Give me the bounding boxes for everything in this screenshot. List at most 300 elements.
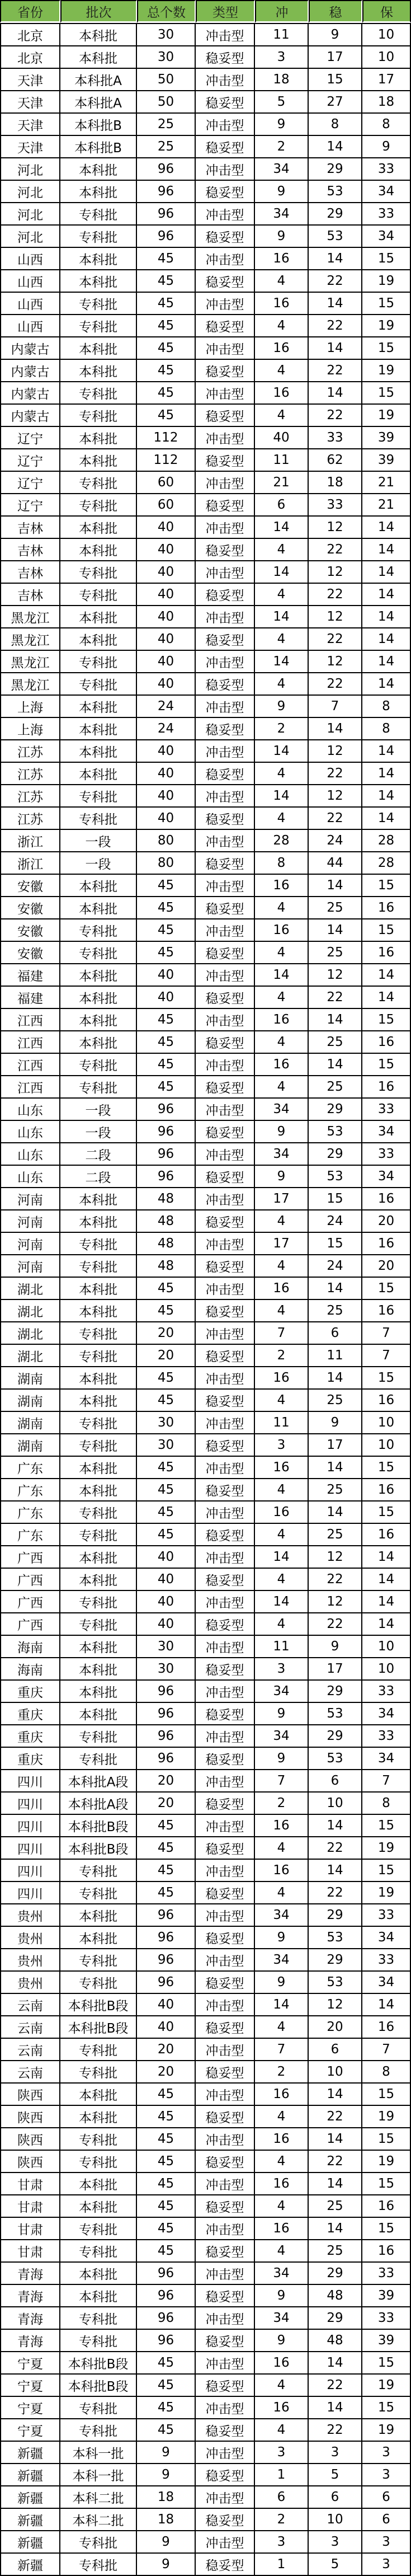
- cell-wen: 6: [309, 2039, 362, 2061]
- cell-province: 湖南: [0, 1434, 60, 1457]
- cell-type: 稳妥型: [196, 2195, 255, 2218]
- cell-chong: 4: [255, 2240, 309, 2263]
- cell-total-count: 60: [137, 472, 196, 494]
- cell-total-count: 96: [137, 203, 196, 226]
- cell-bao: 16: [362, 1233, 411, 1255]
- cell-wen: 29: [309, 1725, 362, 1748]
- cell-type: 冲击型: [196, 248, 255, 270]
- cell-chong: 11: [255, 23, 309, 46]
- cell-chong: 16: [255, 337, 309, 360]
- cell-batch: 专科批: [60, 942, 137, 964]
- table-row: [0, 2195, 411, 2218]
- cell-wen: 14: [309, 1815, 362, 1837]
- table-row: [0, 360, 411, 382]
- cell-type: 稳妥型: [196, 2016, 255, 2039]
- cell-chong: 2: [255, 2061, 309, 2084]
- cell-total-count: 40: [137, 651, 196, 673]
- cell-type: 稳妥型: [196, 360, 255, 382]
- table-row: [0, 1031, 411, 1054]
- cell-bao: 7: [362, 1345, 411, 1367]
- cell-batch: 专科批: [60, 405, 137, 427]
- cell-total-count: 96: [137, 226, 196, 248]
- cell-wen: 29: [309, 2263, 362, 2285]
- cell-total-count: 45: [137, 1479, 196, 1502]
- cell-province: 云南: [0, 2016, 60, 2039]
- cell-chong: 3: [255, 46, 309, 69]
- cell-batch: 本科批A段: [60, 1793, 137, 1815]
- cell-province: 海南: [0, 1658, 60, 1681]
- cell-wen: 9: [309, 1636, 362, 1658]
- table-row: [0, 2061, 411, 2084]
- cell-chong: 2: [255, 1793, 309, 1815]
- cell-province: 安徽: [0, 942, 60, 964]
- cell-chong: 11: [255, 1412, 309, 1434]
- table-row: [0, 2486, 411, 2509]
- cell-chong: 17: [255, 1188, 309, 1210]
- cell-batch: 专科批: [60, 808, 137, 830]
- cell-province: 云南: [0, 1994, 60, 2016]
- cell-chong: 16: [255, 1367, 309, 1390]
- cell-total-count: 45: [137, 1815, 196, 1837]
- table-row: [0, 405, 411, 427]
- cell-total-count: 40: [137, 1994, 196, 2016]
- cell-chong: 40: [255, 427, 309, 449]
- cell-batch: 本科批A: [60, 69, 137, 91]
- cell-wen: 29: [309, 1904, 362, 1927]
- cell-chong: 14: [255, 517, 309, 539]
- cell-type: 冲击型: [196, 1233, 255, 1255]
- cell-chong: 9: [255, 114, 309, 136]
- cell-chong: 14: [255, 561, 309, 584]
- cell-chong: 16: [255, 2352, 309, 2375]
- cell-wen: 6: [309, 1322, 362, 1345]
- cell-batch: 专科批: [60, 1054, 137, 1076]
- cell-chong: 4: [255, 1837, 309, 1860]
- cell-wen: 14: [309, 718, 362, 740]
- cell-bao: 19: [362, 270, 411, 293]
- cell-batch: 专科批: [60, 1322, 137, 1345]
- cell-bao: 14: [362, 763, 411, 785]
- cell-total-count: 96: [137, 1099, 196, 1121]
- cell-chong: 9: [255, 1703, 309, 1725]
- cell-wen: 25: [309, 1031, 362, 1054]
- cell-type: 冲击型: [196, 2173, 255, 2195]
- table-row: [0, 2375, 411, 2397]
- cell-chong: 11: [255, 449, 309, 472]
- cell-province: 江西: [0, 1031, 60, 1054]
- cell-batch: 专科批: [60, 382, 137, 405]
- cell-wen: 22: [309, 1882, 362, 1904]
- cell-type: 冲击型: [196, 606, 255, 628]
- table-row: [0, 718, 411, 740]
- cell-province: 山东: [0, 1099, 60, 1121]
- cell-type: 稳妥型: [196, 808, 255, 830]
- cell-province: 江西: [0, 1076, 60, 1099]
- cell-batch: 本科批: [60, 337, 137, 360]
- cell-bao: 33: [362, 1949, 411, 1972]
- cell-total-count: 25: [137, 136, 196, 158]
- table-row: [0, 1390, 411, 1412]
- cell-chong: 34: [255, 1725, 309, 1748]
- cell-batch: 本科批: [60, 718, 137, 740]
- cell-bao: 14: [362, 561, 411, 584]
- cell-bao: 34: [362, 1748, 411, 1770]
- table-row: [0, 1524, 411, 1546]
- cell-province: 新疆: [0, 2531, 60, 2554]
- cell-bao: 21: [362, 494, 411, 517]
- cell-type: 冲击型: [196, 875, 255, 897]
- header-row: [0, 0, 411, 23]
- cell-total-count: 45: [137, 1009, 196, 1031]
- cell-bao: 19: [362, 2419, 411, 2442]
- cell-province: 青海: [0, 2307, 60, 2330]
- cell-chong: 16: [255, 1278, 309, 1300]
- cell-province: 重庆: [0, 1725, 60, 1748]
- cell-chong: 3: [255, 2442, 309, 2464]
- cell-province: 甘肃: [0, 2218, 60, 2240]
- cell-province: 四川: [0, 1793, 60, 1815]
- cell-chong: 16: [255, 1860, 309, 1882]
- cell-wen: 14: [309, 2352, 362, 2375]
- cell-chong: 4: [255, 270, 309, 293]
- cell-batch: 本科批: [60, 740, 137, 763]
- cell-batch: 本科批B段: [60, 1837, 137, 1860]
- cell-chong: 16: [255, 1815, 309, 1837]
- cell-wen: 14: [309, 136, 362, 158]
- cell-batch: 一段: [60, 830, 137, 852]
- cell-province: 安徽: [0, 897, 60, 919]
- cell-chong: 34: [255, 1143, 309, 1166]
- cell-province: 新疆: [0, 2509, 60, 2531]
- cell-bao: 28: [362, 830, 411, 852]
- cell-bao: 16: [362, 942, 411, 964]
- table-row: [0, 1099, 411, 1121]
- cell-chong: 16: [255, 382, 309, 405]
- cell-batch: 本科批: [60, 2285, 137, 2307]
- table-row: [0, 1502, 411, 1524]
- cell-chong: 16: [255, 919, 309, 942]
- cell-bao: 21: [362, 472, 411, 494]
- cell-chong: 14: [255, 740, 309, 763]
- cell-province: 辽宁: [0, 494, 60, 517]
- table-row: [0, 1322, 411, 1345]
- table-row: [0, 2084, 411, 2106]
- cell-bao: 33: [362, 1143, 411, 1166]
- cell-type: 稳妥型: [196, 2509, 255, 2531]
- cell-wen: 6: [309, 2486, 362, 2509]
- cell-bao: 3: [362, 2531, 411, 2554]
- cell-bao: 15: [362, 1860, 411, 1882]
- cell-chong: 2: [255, 136, 309, 158]
- table-row: [0, 1569, 411, 1591]
- cell-wen: 44: [309, 852, 362, 875]
- cell-chong: 4: [255, 1031, 309, 1054]
- cell-province: 江苏: [0, 808, 60, 830]
- cell-total-count: 40: [137, 785, 196, 808]
- cell-type: 稳妥型: [196, 539, 255, 561]
- cell-bao: 19: [362, 1882, 411, 1904]
- cell-chong: 8: [255, 852, 309, 875]
- cell-type: 稳妥型: [196, 315, 255, 337]
- cell-wen: 29: [309, 1949, 362, 1972]
- cell-bao: 15: [362, 1815, 411, 1837]
- cell-type: 冲击型: [196, 1278, 255, 1300]
- cell-type: 冲击型: [196, 1322, 255, 1345]
- cell-batch: 一段: [60, 1099, 137, 1121]
- cell-total-count: 24: [137, 718, 196, 740]
- cell-total-count: 45: [137, 942, 196, 964]
- cell-province: 辽宁: [0, 427, 60, 449]
- cell-chong: 6: [255, 2486, 309, 2509]
- table-row: [0, 1009, 411, 1031]
- cell-chong: 11: [255, 1636, 309, 1658]
- cell-type: 冲击型: [196, 2531, 255, 2554]
- cell-total-count: 45: [137, 2106, 196, 2128]
- cell-batch: 专科批: [60, 2240, 137, 2263]
- cell-province: 贵州: [0, 1927, 60, 1949]
- cell-chong: 4: [255, 673, 309, 696]
- cell-wen: 6: [309, 1770, 362, 1793]
- cell-batch: 专科批: [60, 1748, 137, 1770]
- table-row: [0, 1613, 411, 1636]
- cell-bao: 14: [362, 651, 411, 673]
- cell-wen: 14: [309, 1502, 362, 1524]
- cell-total-count: 45: [137, 875, 196, 897]
- cell-province: 贵州: [0, 1904, 60, 1927]
- table-row: [0, 1546, 411, 1569]
- cell-wen: 22: [309, 584, 362, 606]
- cell-total-count: 40: [137, 987, 196, 1009]
- column-header-province: 省份: [0, 0, 60, 23]
- cell-wen: 14: [309, 1278, 362, 1300]
- cell-batch: 专科批: [60, 2330, 137, 2352]
- cell-total-count: 40: [137, 808, 196, 830]
- cell-bao: 15: [362, 2173, 411, 2195]
- cell-wen: 25: [309, 897, 362, 919]
- cell-total-count: 45: [137, 2397, 196, 2419]
- cell-batch: 本科批: [60, 1031, 137, 1054]
- cell-batch: 本科批: [60, 1569, 137, 1591]
- cell-batch: 专科批: [60, 2531, 137, 2554]
- table-row: [0, 539, 411, 561]
- cell-bao: 10: [362, 1412, 411, 1434]
- cell-bao: 33: [362, 2307, 411, 2330]
- cell-province: 天津: [0, 114, 60, 136]
- cell-chong: 16: [255, 1054, 309, 1076]
- cell-wen: 22: [309, 2151, 362, 2173]
- cell-province: 福建: [0, 987, 60, 1009]
- cell-chong: 34: [255, 2307, 309, 2330]
- cell-wen: 7: [309, 696, 362, 718]
- cell-batch: 专科批: [60, 315, 137, 337]
- cell-province: 云南: [0, 2039, 60, 2061]
- cell-wen: 12: [309, 740, 362, 763]
- cell-wen: 12: [309, 1591, 362, 1613]
- cell-province: 内蒙古: [0, 337, 60, 360]
- table-row: [0, 785, 411, 808]
- cell-province: 江苏: [0, 785, 60, 808]
- table-row: [0, 2397, 411, 2419]
- cell-bao: 14: [362, 987, 411, 1009]
- cell-total-count: 50: [137, 69, 196, 91]
- table-row: [0, 46, 411, 69]
- table-row: [0, 584, 411, 606]
- cell-batch: 本科批: [60, 1703, 137, 1725]
- cell-type: 稳妥型: [196, 1882, 255, 1904]
- table-row: [0, 2285, 411, 2307]
- cell-province: 河南: [0, 1188, 60, 1210]
- cell-batch: 本科批: [60, 1927, 137, 1949]
- cell-batch: 本科批: [60, 897, 137, 919]
- cell-type: 稳妥型: [196, 1927, 255, 1949]
- cell-province: 贵州: [0, 1972, 60, 1994]
- cell-province: 黑龙江: [0, 628, 60, 651]
- cell-type: 稳妥型: [196, 1793, 255, 1815]
- table-row: [0, 1367, 411, 1390]
- cell-province: 四川: [0, 1837, 60, 1860]
- cell-bao: 7: [362, 1322, 411, 1345]
- cell-total-count: 9: [137, 2442, 196, 2464]
- cell-wen: 15: [309, 1233, 362, 1255]
- cell-bao: 10: [362, 1434, 411, 1457]
- cell-total-count: 96: [137, 158, 196, 181]
- cell-bao: 14: [362, 785, 411, 808]
- cell-type: 稳妥型: [196, 2375, 255, 2397]
- cell-province: 内蒙古: [0, 360, 60, 382]
- cell-bao: 16: [362, 2240, 411, 2263]
- cell-wen: 17: [309, 46, 362, 69]
- cell-total-count: 18: [137, 2509, 196, 2531]
- cell-province: 云南: [0, 2061, 60, 2084]
- cell-wen: 48: [309, 2330, 362, 2352]
- cell-total-count: 45: [137, 337, 196, 360]
- cell-province: 辽宁: [0, 472, 60, 494]
- cell-batch: 本科批: [60, 1188, 137, 1210]
- cell-bao: 6: [362, 2486, 411, 2509]
- cell-province: 江西: [0, 1009, 60, 1031]
- table-row: [0, 1412, 411, 1434]
- cell-total-count: 45: [137, 2084, 196, 2106]
- table-body: [0, 23, 411, 2576]
- cell-chong: 4: [255, 2419, 309, 2442]
- cell-wen: 14: [309, 2397, 362, 2419]
- cell-type: 稳妥型: [196, 584, 255, 606]
- cell-type: 冲击型: [196, 651, 255, 673]
- table-row: [0, 830, 411, 852]
- cell-bao: 8: [362, 2061, 411, 2084]
- cell-chong: 4: [255, 405, 309, 427]
- cell-chong: 16: [255, 2218, 309, 2240]
- cell-total-count: 40: [137, 673, 196, 696]
- cell-type: 冲击型: [196, 382, 255, 405]
- cell-type: 稳妥型: [196, 1390, 255, 1412]
- cell-province: 四川: [0, 1770, 60, 1793]
- cell-wen: 22: [309, 763, 362, 785]
- cell-bao: 15: [362, 293, 411, 315]
- cell-chong: 4: [255, 942, 309, 964]
- table-row: [0, 1658, 411, 1681]
- cell-type: 冲击型: [196, 1591, 255, 1613]
- cell-wen: 33: [309, 427, 362, 449]
- cell-bao: 28: [362, 852, 411, 875]
- cell-bao: 8: [362, 114, 411, 136]
- cell-province: 浙江: [0, 830, 60, 852]
- cell-total-count: 45: [137, 1837, 196, 1860]
- cell-wen: 18: [309, 472, 362, 494]
- cell-batch: 本科批: [60, 1681, 137, 1703]
- cell-batch: 本科批B: [60, 114, 137, 136]
- cell-province: 陕西: [0, 2084, 60, 2106]
- cell-province: 重庆: [0, 1681, 60, 1703]
- cell-wen: 33: [309, 494, 362, 517]
- cell-type: 稳妥型: [196, 2151, 255, 2173]
- table-row: [0, 2307, 411, 2330]
- table-row: [0, 226, 411, 248]
- cell-total-count: 96: [137, 1121, 196, 1143]
- table-row: [0, 517, 411, 539]
- cell-chong: 9: [255, 226, 309, 248]
- cell-chong: 9: [255, 1748, 309, 1770]
- cell-batch: 本科批: [60, 1636, 137, 1658]
- cell-total-count: 45: [137, 2240, 196, 2263]
- cell-total-count: 20: [137, 1345, 196, 1367]
- cell-type: 稳妥型: [196, 1837, 255, 1860]
- cell-bao: 33: [362, 1681, 411, 1703]
- cell-wen: 53: [309, 1166, 362, 1188]
- cell-total-count: 40: [137, 2016, 196, 2039]
- cell-total-count: 45: [137, 270, 196, 293]
- cell-wen: 22: [309, 315, 362, 337]
- cell-wen: 24: [309, 1255, 362, 1278]
- cell-wen: 12: [309, 785, 362, 808]
- cell-wen: 22: [309, 2375, 362, 2397]
- cell-type: 冲击型: [196, 1546, 255, 1569]
- cell-batch: 本科一批: [60, 2464, 137, 2486]
- cell-wen: 12: [309, 517, 362, 539]
- cell-chong: 2: [255, 718, 309, 740]
- cell-total-count: 40: [137, 1569, 196, 1591]
- cell-chong: 14: [255, 1591, 309, 1613]
- table-row: [0, 2531, 411, 2554]
- cell-wen: 14: [309, 875, 362, 897]
- cell-wen: 14: [309, 2128, 362, 2151]
- table-row: [0, 293, 411, 315]
- cell-bao: 3: [362, 2442, 411, 2464]
- cell-chong: 16: [255, 1502, 309, 1524]
- table-row: [0, 875, 411, 897]
- cell-province: 青海: [0, 2263, 60, 2285]
- cell-wen: 22: [309, 2106, 362, 2128]
- cell-chong: 7: [255, 1322, 309, 1345]
- table-row: [0, 23, 411, 46]
- cell-type: 稳妥型: [196, 942, 255, 964]
- cell-total-count: 40: [137, 539, 196, 561]
- cell-total-count: 30: [137, 1636, 196, 1658]
- cell-chong: 3: [255, 1434, 309, 1457]
- cell-bao: 3: [362, 2554, 411, 2576]
- cell-type: 冲击型: [196, 293, 255, 315]
- cell-province: 甘肃: [0, 2240, 60, 2263]
- cell-total-count: 45: [137, 315, 196, 337]
- cell-bao: 33: [362, 2263, 411, 2285]
- table-row: [0, 114, 411, 136]
- cell-chong: 16: [255, 1457, 309, 1479]
- cell-type: 冲击型: [196, 1457, 255, 1479]
- cell-total-count: 96: [137, 1904, 196, 1927]
- cell-wen: 24: [309, 1210, 362, 1233]
- table-row: [0, 628, 411, 651]
- table-row: [0, 561, 411, 584]
